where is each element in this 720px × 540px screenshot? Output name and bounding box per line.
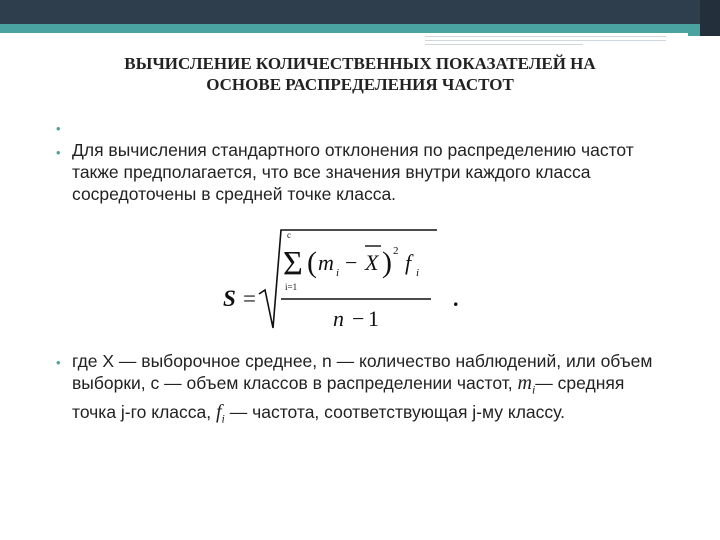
formula-power: 2 xyxy=(393,245,399,257)
formula-minus: − xyxy=(345,250,358,275)
header-accent-band xyxy=(0,24,720,33)
formula-lhs: S xyxy=(223,286,236,311)
paragraph-text: — частота, соответствующая j-му классу. xyxy=(224,401,566,422)
decorative-rule xyxy=(425,44,583,45)
formula-f-sub: i xyxy=(416,267,420,279)
paren-left: ( xyxy=(307,246,317,279)
corner-accent-line xyxy=(688,33,700,36)
decorative-rule xyxy=(425,40,666,41)
paragraph-line xyxy=(72,372,652,401)
formula-den-one: 1 xyxy=(368,306,379,331)
bullet-paragraph-2 xyxy=(72,350,652,429)
symbol-m-sub: i xyxy=(531,382,536,397)
formula-m: m xyxy=(318,250,334,275)
slide-title xyxy=(40,53,680,95)
paragraph-line: где X — выборочное среднее, n — количество наблюдений, или объем xyxy=(72,351,653,371)
header-bar xyxy=(0,0,720,24)
formula-den-n: n xyxy=(333,306,344,331)
paren-right: ) xyxy=(382,246,392,279)
std-dev-formula xyxy=(215,224,475,339)
paragraph-text: точка j-го класса, xyxy=(72,401,216,422)
sum-lower-limit: i=1 xyxy=(285,282,298,292)
sum-upper-limit: c xyxy=(287,230,291,240)
paragraph-line: сосредоточены в средней точке класса. xyxy=(72,184,397,204)
bullet-marker: • xyxy=(56,355,61,370)
slide-title-line-1: ВЫЧИСЛЕНИЕ КОЛИЧЕСТВЕННЫХ ПОКАЗАТЕЛЕЙ НА xyxy=(124,54,596,73)
formula-m-sub: i xyxy=(336,267,340,279)
formula-den-minus: − xyxy=(352,306,365,331)
formula-dot: . xyxy=(453,286,459,311)
paragraph-line xyxy=(72,401,652,430)
formula-xbar: X xyxy=(365,250,379,275)
paragraph-text: выборки, c — объем классов в распределении частот, xyxy=(72,373,518,393)
formula-f: f xyxy=(405,250,412,275)
paragraph-text: — средняя xyxy=(535,373,625,393)
paragraph-line: Для вычисления стандартного отклонения по распределению частот xyxy=(72,140,634,160)
symbol-f-sub: i xyxy=(221,411,225,425)
paragraph-line: также предполагается, что все значения внутри каждого класса xyxy=(72,162,591,182)
bullet-marker: • xyxy=(56,121,61,136)
symbol-f: f xyxy=(215,400,222,423)
slide-title-line-2: ОСНОВЕ РАСПРЕДЕЛЕНИЯ ЧАСТОТ xyxy=(206,75,514,94)
bullet-paragraph-1 xyxy=(72,139,634,205)
corner-accent xyxy=(700,0,720,36)
symbol-m: m xyxy=(517,372,532,394)
formula-equals: = xyxy=(243,286,256,311)
decorative-rule xyxy=(425,36,666,37)
bullet-marker: • xyxy=(56,145,61,160)
sum-sign: Σ xyxy=(283,245,303,282)
